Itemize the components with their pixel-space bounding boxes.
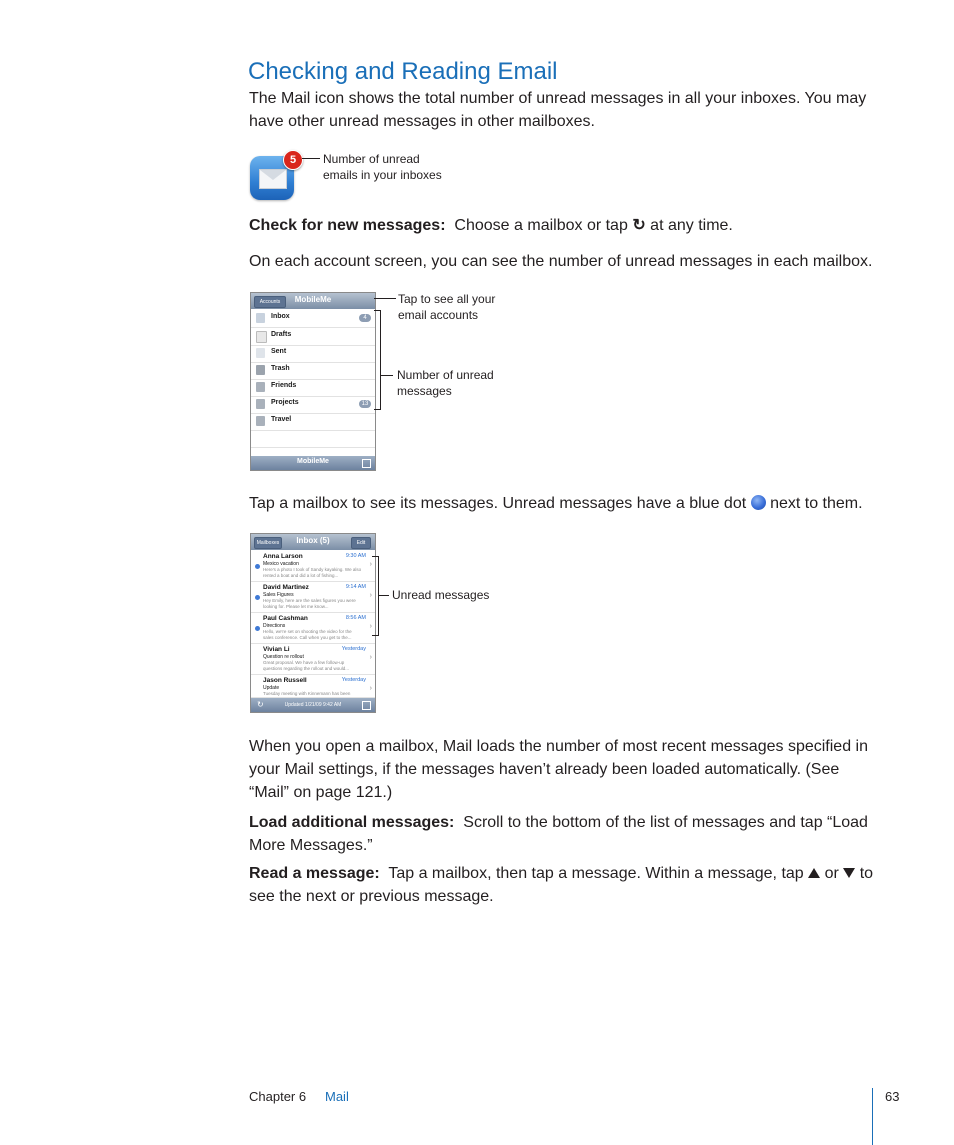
- read-message-paragraph: [249, 862, 874, 908]
- envelope-icon: [259, 169, 287, 189]
- mailbox-label: Inbox: [271, 313, 290, 320]
- mailbox-label: Travel: [271, 416, 292, 423]
- callout-line: [302, 158, 320, 159]
- toolbar: [251, 698, 375, 712]
- mailbox-row-friends[interactable]: [251, 379, 375, 397]
- message-row[interactable]: [251, 675, 375, 698]
- navbar: [251, 293, 375, 309]
- mailbox-label: Friends: [271, 382, 297, 389]
- callout-line-2: emails in your inboxes: [323, 168, 442, 182]
- mail-icon-callout: [323, 151, 442, 183]
- blue-dot-icon: [751, 495, 766, 510]
- drafts-icon: [256, 331, 267, 343]
- nav-title: Inbox (5): [296, 536, 330, 545]
- mailboxes-button[interactable]: Mailboxes: [254, 537, 282, 549]
- message-row[interactable]: [251, 644, 375, 675]
- check-new-text-after: at any time.: [650, 217, 733, 234]
- mailboxes-screenshot: [250, 292, 376, 471]
- sent-icon: [256, 348, 265, 358]
- status-text: Updated 1/21/09 9:42 AM: [284, 702, 342, 708]
- message-row[interactable]: [251, 582, 375, 613]
- folder-icon: [256, 399, 265, 409]
- load-more-text: Scroll to the bottom of the list of messages and tap “Load More Messages.”: [249, 814, 868, 854]
- subject: Sales Figures: [263, 592, 294, 598]
- mailbox-row-drafts[interactable]: [251, 328, 375, 346]
- read-message-text: Tap a mailbox, then tap a message. Within a message, tap: [388, 865, 804, 882]
- intro-paragraph: The Mail icon shows the total number of unread messages in all your inboxes. You may have other unread messages in other mailboxes.: [249, 90, 867, 130]
- preview: Hello, we're set on shooting the video for the sales conference. Call when you get to the...: [263, 629, 352, 640]
- trash-icon: [256, 365, 265, 375]
- subject: Mexico vacation: [263, 561, 299, 567]
- callout-line-1: Number of unread: [397, 368, 494, 382]
- toolbar-title: MobileMe: [297, 458, 329, 465]
- preview: Hey Emily, here are the sales figures you were looking for. Please let me know...: [263, 598, 356, 609]
- footer-chapter: Chapter 6: [249, 1089, 307, 1104]
- check-new-paragraph: [249, 214, 733, 237]
- mailbox-label: Projects: [271, 399, 299, 406]
- toolbar: [251, 456, 375, 470]
- account-screen-paragraph: On each account screen, you can see the number of unread messages in each mailbox.: [249, 253, 873, 270]
- folder-icon: [256, 382, 265, 392]
- unread-count: 13: [359, 400, 371, 408]
- time: 8:56 AM: [345, 615, 366, 621]
- sender: Vivian Li: [263, 646, 290, 653]
- or-text: or: [824, 865, 839, 882]
- subject: Directions: [263, 623, 286, 629]
- unread-dot: [255, 626, 260, 631]
- unread-dot: [255, 564, 260, 569]
- mailbox-row-travel[interactable]: [251, 413, 375, 431]
- nav-title: MobileMe: [294, 295, 332, 304]
- page-title: Checking and Reading Email: [248, 58, 558, 85]
- tap-mailbox-text-after: next to them.: [770, 495, 863, 512]
- sender: Paul Cashman: [263, 615, 308, 622]
- mailbox-label: Drafts: [271, 331, 292, 338]
- navbar: [251, 534, 375, 550]
- mailbox-label: Sent: [271, 348, 287, 355]
- unread-dot: [255, 595, 260, 600]
- callout-line: [381, 375, 393, 376]
- callout-line: [379, 595, 389, 596]
- chevron-right-icon: ›: [369, 654, 372, 661]
- tap-mailbox-paragraph: [249, 492, 863, 515]
- time: 9:30 AM: [345, 553, 366, 559]
- unread-messages-callout: Unread messages: [392, 588, 490, 602]
- read-message-label: Read a message:: [249, 865, 380, 882]
- mailbox-row-inbox[interactable]: [251, 310, 375, 328]
- callout-line: [374, 298, 396, 299]
- page-number: 63: [885, 1089, 900, 1104]
- message-row[interactable]: [251, 613, 375, 644]
- mailbox-row-projects[interactable]: [251, 396, 375, 414]
- chevron-right-icon: ›: [369, 685, 372, 692]
- preview: Tuesday meeting with Kinnemann has been: [263, 691, 351, 696]
- time: Yesterday: [341, 677, 366, 683]
- callout-line-1: Tap to see all your: [398, 292, 496, 306]
- footer-section: Mail: [325, 1089, 349, 1104]
- down-arrow-icon: [843, 868, 855, 878]
- mailbox-row-trash[interactable]: [251, 362, 375, 380]
- chevron-right-icon: ›: [369, 623, 372, 630]
- compose-icon[interactable]: [362, 459, 371, 468]
- accounts-button[interactable]: Accounts: [254, 296, 286, 308]
- empty-row: [251, 430, 375, 448]
- open-mailbox-paragraph: When you open a mailbox, Mail loads the number of most recent messages specified in your Mail settings, if the messages haven’t already been loaded automatically. (See “Mail” on page 121.): [249, 738, 868, 801]
- time: Yesterday: [341, 646, 366, 652]
- mailbox-label: Trash: [271, 365, 290, 372]
- preview: Here's a photo I took of Sandy kayaking. We also rented a boat and did a lot of fishing...: [263, 567, 362, 578]
- chevron-right-icon: ›: [369, 561, 372, 568]
- refresh-icon: ↻: [632, 217, 646, 234]
- chevron-right-icon: ›: [369, 592, 372, 599]
- accounts-callout: [398, 291, 495, 323]
- subject: Question re rollout: [263, 654, 304, 660]
- mailbox-row-sent[interactable]: [251, 345, 375, 363]
- load-more-label: Load additional messages:: [249, 814, 455, 831]
- edit-button[interactable]: Edit: [351, 537, 371, 549]
- load-more-paragraph: [249, 811, 874, 857]
- footer-divider: [872, 1088, 873, 1145]
- callout-line-2: messages: [397, 384, 452, 398]
- unread-count: 4: [359, 314, 371, 322]
- unread-count-callout: [397, 367, 494, 399]
- sender: Jason Russell: [263, 677, 307, 684]
- refresh-icon[interactable]: ↻: [257, 700, 264, 709]
- sender: David Martinez: [263, 584, 309, 591]
- inbox-icon: [256, 313, 265, 323]
- bracket: [374, 310, 381, 410]
- bracket: [369, 556, 379, 636]
- compose-icon[interactable]: [362, 701, 371, 710]
- check-new-label: Check for new messages:: [249, 217, 446, 234]
- check-new-text: Choose a mailbox or tap: [454, 217, 628, 234]
- tap-mailbox-text: Tap a mailbox to see its messages. Unread messages have a blue dot: [249, 495, 747, 512]
- sender: Anna Larson: [263, 553, 303, 560]
- subject: Update: [263, 685, 280, 691]
- up-arrow-icon: [808, 868, 820, 878]
- callout-line-1: Number of unread: [323, 152, 420, 166]
- preview: Great proposal. We have a few follow-up questions regarding the rollout and would...: [263, 660, 350, 671]
- time: 9:14 AM: [345, 584, 366, 590]
- callout-line-2: email accounts: [398, 308, 479, 322]
- folder-icon: [256, 416, 265, 426]
- unread-badge: 5: [283, 150, 303, 170]
- inbox-screenshot: [250, 533, 376, 713]
- read-message-text-after: to see the next or previous message.: [249, 865, 874, 905]
- message-row[interactable]: [251, 551, 375, 582]
